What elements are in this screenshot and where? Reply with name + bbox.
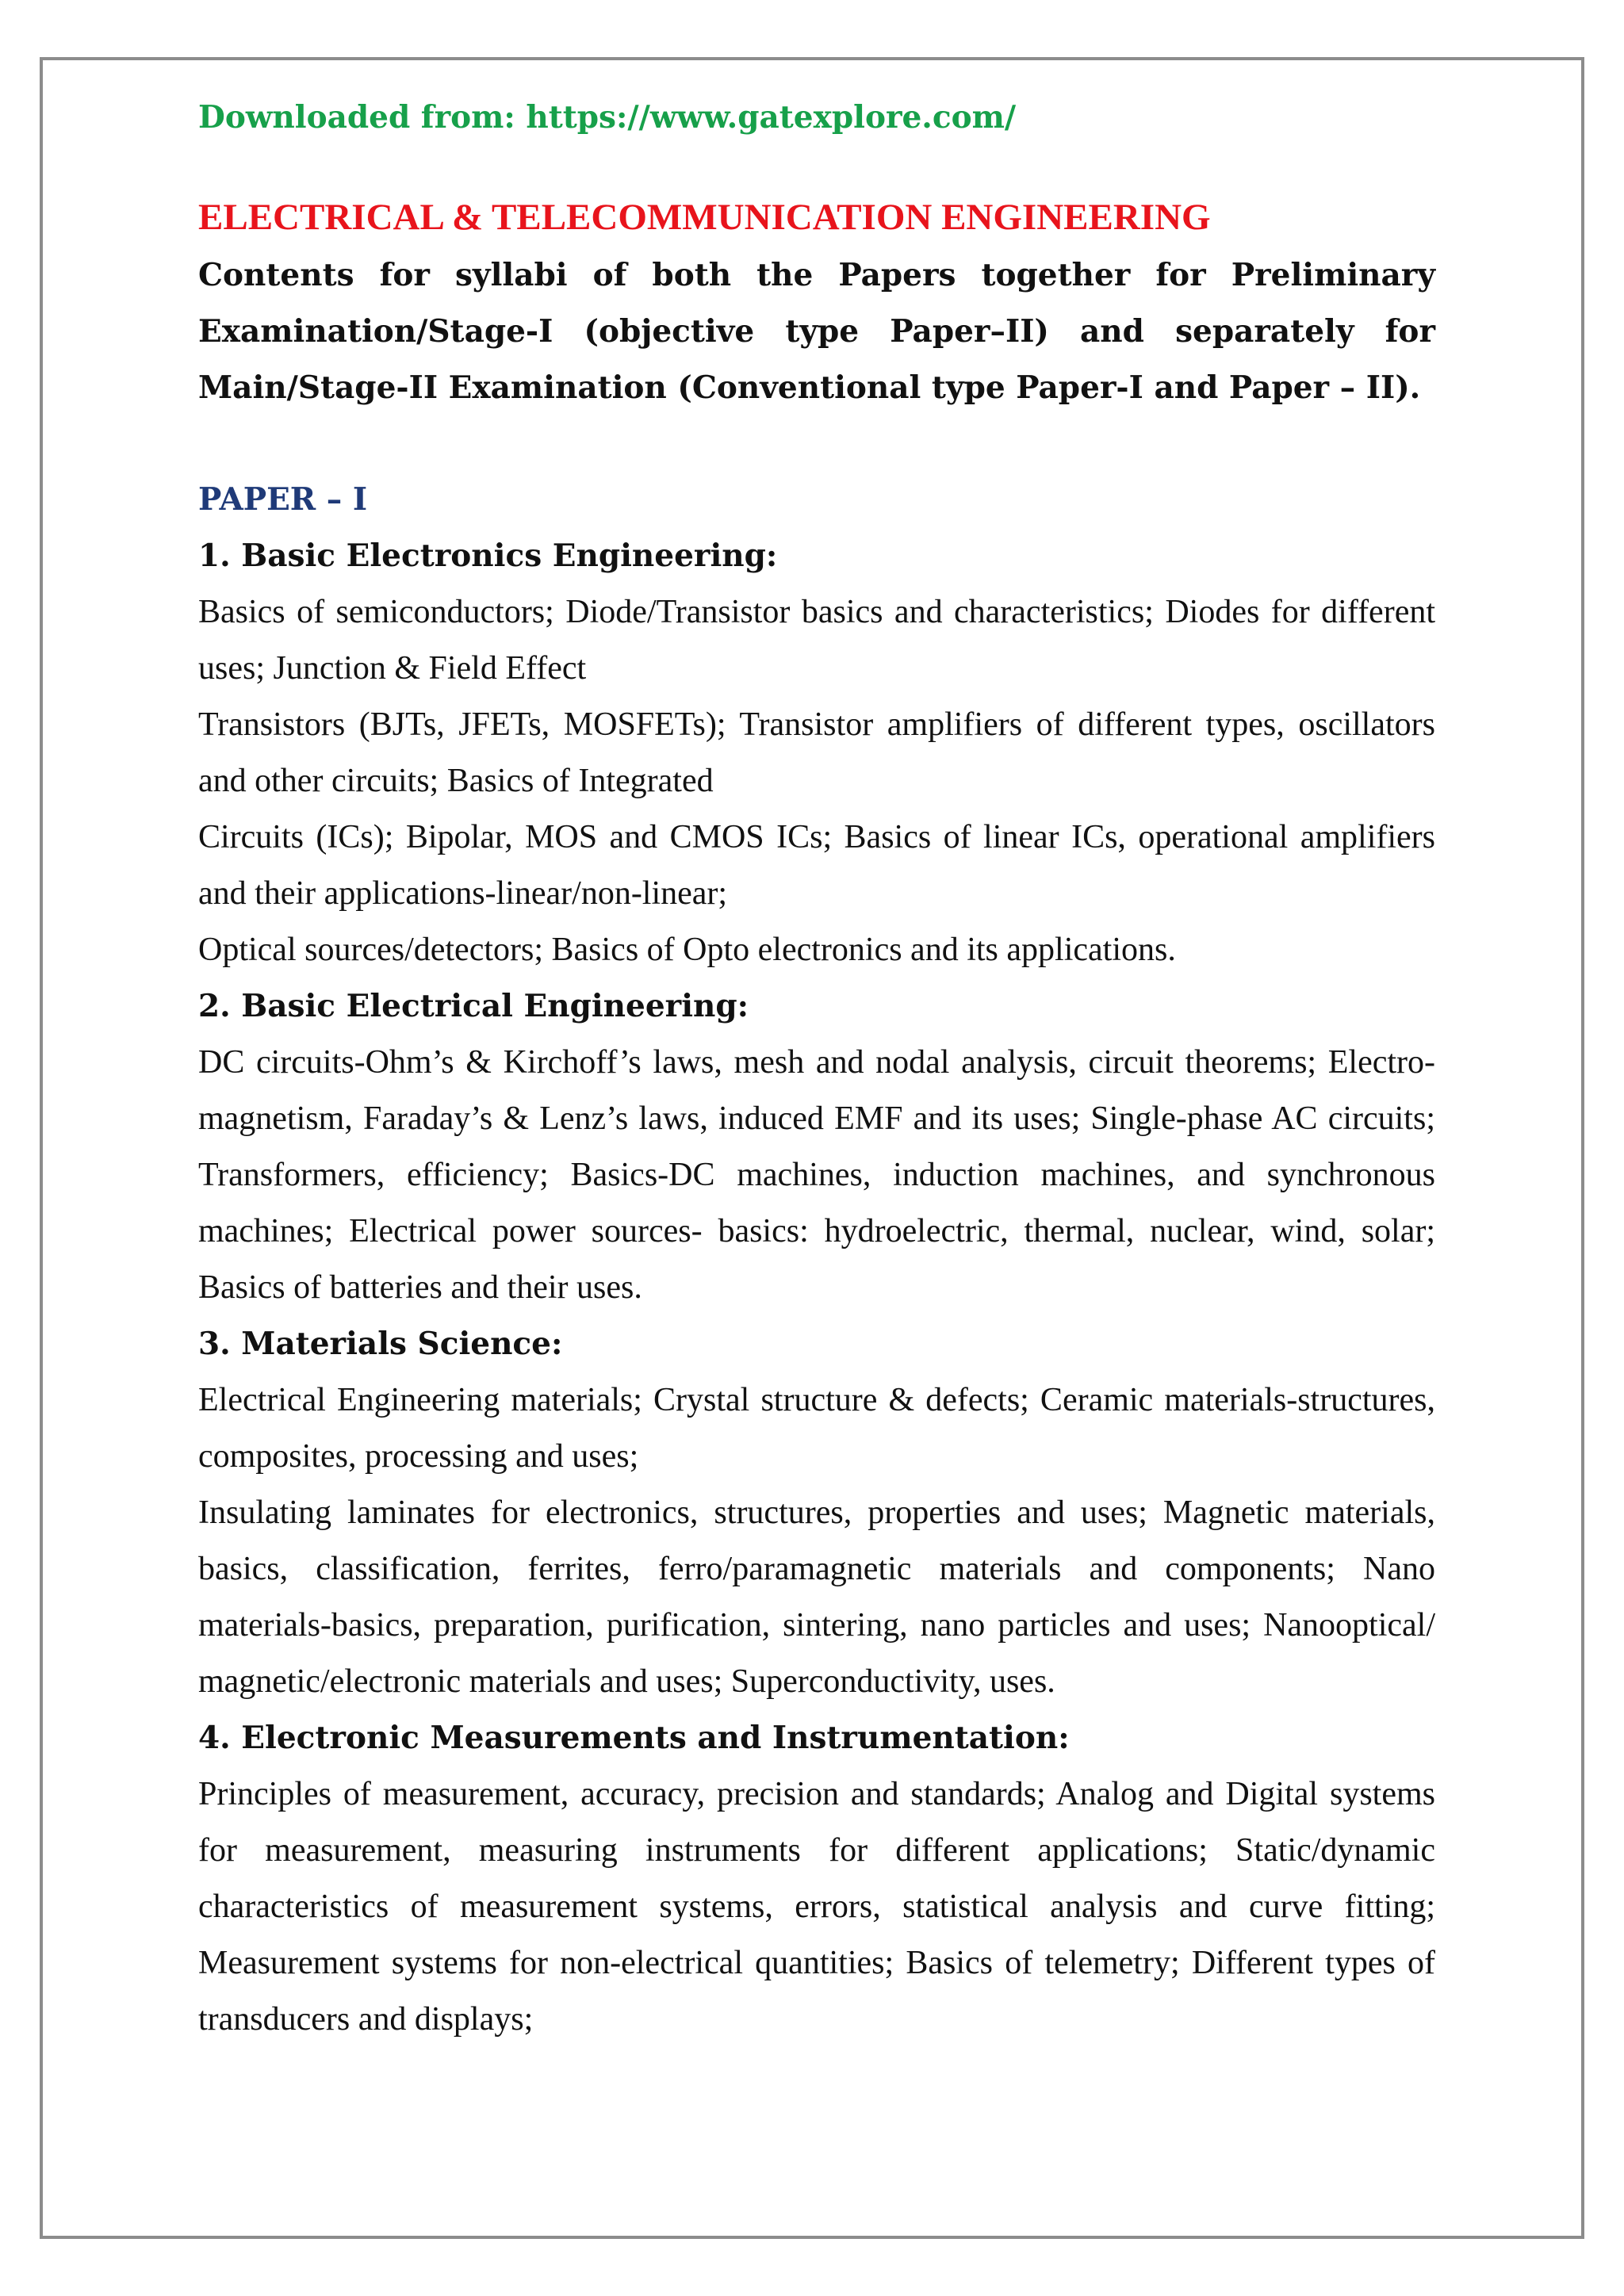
intro-paragraph: Contents for syllabi of both the Papers together for Preliminary Examination/Stage-I (objective type Paper–II) and separately for Main/Stage-II Examination (Conventional type Paper-I and Paper – II). bbox=[198, 257, 1435, 406]
document-body bbox=[198, 94, 1435, 2048]
section-heading: 4. Electronic Measurements and Instrumentation: bbox=[198, 1720, 1070, 1756]
section-paragraph: Optical sources/detectors; Basics of Opto electronics and its applications. bbox=[198, 932, 1176, 968]
section-paragraph: DC circuits-Ohm’s & Kirchoff’s laws, mesh and nodal analysis, circuit theorems; Electro-magnetism, Faraday’s & Lenz’s laws, induced EMF and its uses; Single-phase AC circuits; Transformers, efficiency; Basics-DC machines, induction machines, and synchronous machines; Electrical power sources- basics: hydroelectric, thermal, nuclear, wind, solar; Basics of batteries and their uses. bbox=[198, 1044, 1435, 1306]
section-measurements-instrumentation bbox=[198, 1710, 1435, 2048]
section-paragraph: Electrical Engineering materials; Crystal structure & defects; Ceramic materials-structures, composites, processing and uses; bbox=[198, 1382, 1435, 1475]
section-paragraph: Insulating laminates for electronics, structures, properties and uses; Magnetic materials, basics, classification, ferrites, ferro/paramagnetic materials and components; Nano materials-basics, preparation, purification, sintering, nano particles and uses; Nanooptical/ magnetic/electronic materials and uses; Superconductivity, uses. bbox=[198, 1494, 1435, 1700]
download-source-line: Downloaded from: https://www.gatexplore.com/ bbox=[198, 99, 1017, 136]
section-heading: 3. Materials Science: bbox=[198, 1326, 563, 1362]
section-paragraph: Principles of measurement, accuracy, precision and standards; Analog and Digital systems for measurement, measuring instruments for different applications; Static/dynamic characteristics of measurement systems, errors, statistical analysis and curve fitting; Measurement systems for non-electrical quantities; Basics of telemetry; Different types of transducers and displays; bbox=[198, 1776, 1435, 2038]
section-paragraph: Basics of semiconductors; Diode/Transistor basics and characteristics; Diodes for different uses; Junction & Field Effect bbox=[198, 594, 1435, 687]
document-title: ELECTRICAL & TELECOMMUNICATION ENGINEERING bbox=[198, 197, 1211, 238]
section-materials-science bbox=[198, 1316, 1435, 1710]
section-basic-electrical bbox=[198, 978, 1435, 1316]
section-paragraph: Transistors (BJTs, JFETs, MOSFETs); Transistor amplifiers of different types, oscillators and other circuits; Basics of Integrated bbox=[198, 706, 1435, 799]
section-paragraph: Circuits (ICs); Bipolar, MOS and CMOS ICs; Basics of linear ICs, operational amplifiers and their applications-linear/non-linear; bbox=[198, 819, 1435, 912]
paper-heading: PAPER – I bbox=[198, 481, 368, 518]
section-heading: 1. Basic Electronics Engineering: bbox=[198, 538, 778, 574]
section-basic-electronics bbox=[198, 528, 1435, 978]
section-heading: 2. Basic Electrical Engineering: bbox=[198, 988, 749, 1024]
